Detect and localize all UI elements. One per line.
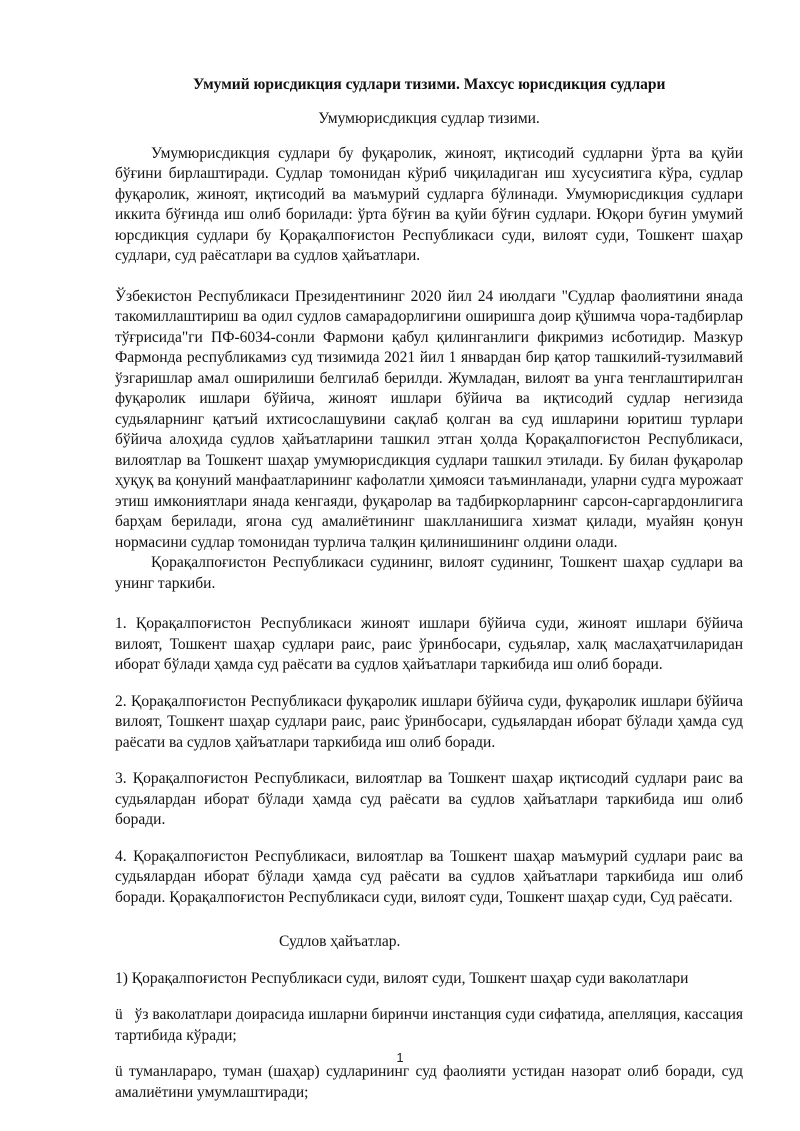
paragraph-composition-heading: Қорақалпоғистон Республикаси судининг, вилоят судининг, Тошкент шаҳар судлари ва унинг таркиби.: [115, 554, 743, 592]
paragraph-powers-intro: 1) Қорақалпоғистон Республикаси суди, вилоят суди, Тошкент шаҳар суди ваколатлари: [115, 969, 689, 987]
bullet-text: туманлараро, туман (шаҳар) судларининг суд фаолияти устидан назорат олиб боради, суд амалиётини умумлаштиради;: [115, 1063, 743, 1101]
list-item-criminal-court: 1. Қорақалпоғистон Республикаси жиноят ишлари бўйича суди, жиноят ишлари бўйича вилоят, Тошкент шаҳар судлари раис, раис ўринбосари, судьялар, халқ маслаҳатчиларидан иборат бўлади ҳамда суд раёсати ва судлов ҳайъатлари таркибида иш олиб боради.: [115, 615, 743, 673]
bullet-text: ўз ваколатлари доирасида ишларни биринчи инстанция суди сифатида, апелляция, кассация тартибида кўради;: [115, 1006, 744, 1044]
section-heading-panels: Судлов ҳайъатлар.: [279, 933, 401, 950]
bullet-item-supervision: [115, 1062, 743, 1103]
list-item-civil-court: 2. Қорақалпоғистон Республикаси фуқаролик ишлари бўйича суди, фуқаролик ишлари бўйича вилоят, Тошкент шаҳар судлари раис, раис ўринбосари, судьялардан иборат бўлади ҳамда суд раёсати ва судлов ҳайъатлари таркибида иш олиб боради.: [115, 692, 743, 751]
document-body: [115, 74, 743, 1103]
section-subtitle: Умумюрисдикция судлар тизими.: [318, 110, 540, 127]
paragraph-intro: Умумюрисдикция судлари бу фуқаролик, жиноят, иқтисодий судларни ўрта ва қуйи бўғини бирлаштиради. Судлар томонидан кўриб чиқиладиган иш хусусиятига кўра, судлар фуқаролик, жиноят, иқтисодий ва маъмурий судларга бўлинади. Умумюрисдикция судлари иккита бўғинда иш олиб борилади: ўрта бўғин ва қуйи бўғин судлари. Юқори буғин умумий юрсдикция судлари бу Қорақалпоғистон Республикаси суди, вилоят суди, Тошкент шаҳар судлари, суд раёсатлари ва судлов ҳайъатлари.: [115, 144, 743, 264]
list-item-administrative-court: 4. Қорақалпоғистон Республикаси, вилоятлар ва Тошкент шаҳар маъмурий судлари раис ва судьялардан иборат бўлади ҳамда суд раёсати ва судлов ҳайъатлари таркибида иш олиб боради. Қорақалпоғистон Республикаси суди, вилоят суди, Тошкент шаҳар суди, Суд раёсати.: [115, 847, 743, 906]
checkmark-bullet-icon: ü: [115, 1006, 123, 1023]
paragraph-decree: Ўзбекистон Республикаси Президентининг 2020 йил 24 июлдаги "Судлар фаолиятини янада такомиллаштириш ва одил судлов самарадорлигини оширишга доир қўшимча чора-тадбирлар тўғрисида"ги ПФ-6034-сонли Фармони қабул қилинганлиги фикримиз исботидир. Мазкур Фармонда республикамиз суд тизимида 2021 йил 1 январдан бир қатор ташкилий-тузилмавий ўзгаришлар амал оширилиши белгилаб берилди. Жумладан, вилоят ва унга тенглаштирилган фуқаролик ишлари бўйича, жиноят ишлари бўйича ва иқтисодий судлар негизида судьяларнинг қатъий ихтисослашувини сақлаб қолган ва суд ишларини юритиш турлари бўйича алоҳида судлов ҳайъатларини ташкил этган ҳолда Қорақалпоғистон Республикаси, вилоятлар ва Тошкент шаҳар умумюрисдикция судлари ташкил этилади. Бу билан фуқаролар ҳуқуқ ва қонуний манфаатларининг кафолатли ҳимояси таъминланади, уларни судга мурожаат этиш имкониятлари янада кенгаяди, фуқаролар ва тадбиркорларнинг сарсон-саргардонлигига барҳам берилади, ягона суд амалиётининг шаклланишига хизмат қилади, муайян қонун нормасини судлар томонидан турлича талқин қилинишининг олдини олади.: [115, 287, 743, 551]
page-number: 1: [396, 1050, 404, 1065]
bullet-item-first-instance: [115, 1005, 743, 1046]
page-title: Умумий юрисдикция судлари тизими. Махсус юрисдикция судлари: [193, 76, 666, 93]
list-item-economic-court: 3. Қорақалпоғистон Республикаси, вилоятлар ва Тошкент шаҳар иқтисодий судлари раис ва судьялардан иборат бўлади ҳамда суд раёсати ва судлов ҳайъатлари таркибида иш олиб боради.: [115, 770, 743, 828]
checkmark-bullet-icon: ü: [115, 1063, 123, 1080]
